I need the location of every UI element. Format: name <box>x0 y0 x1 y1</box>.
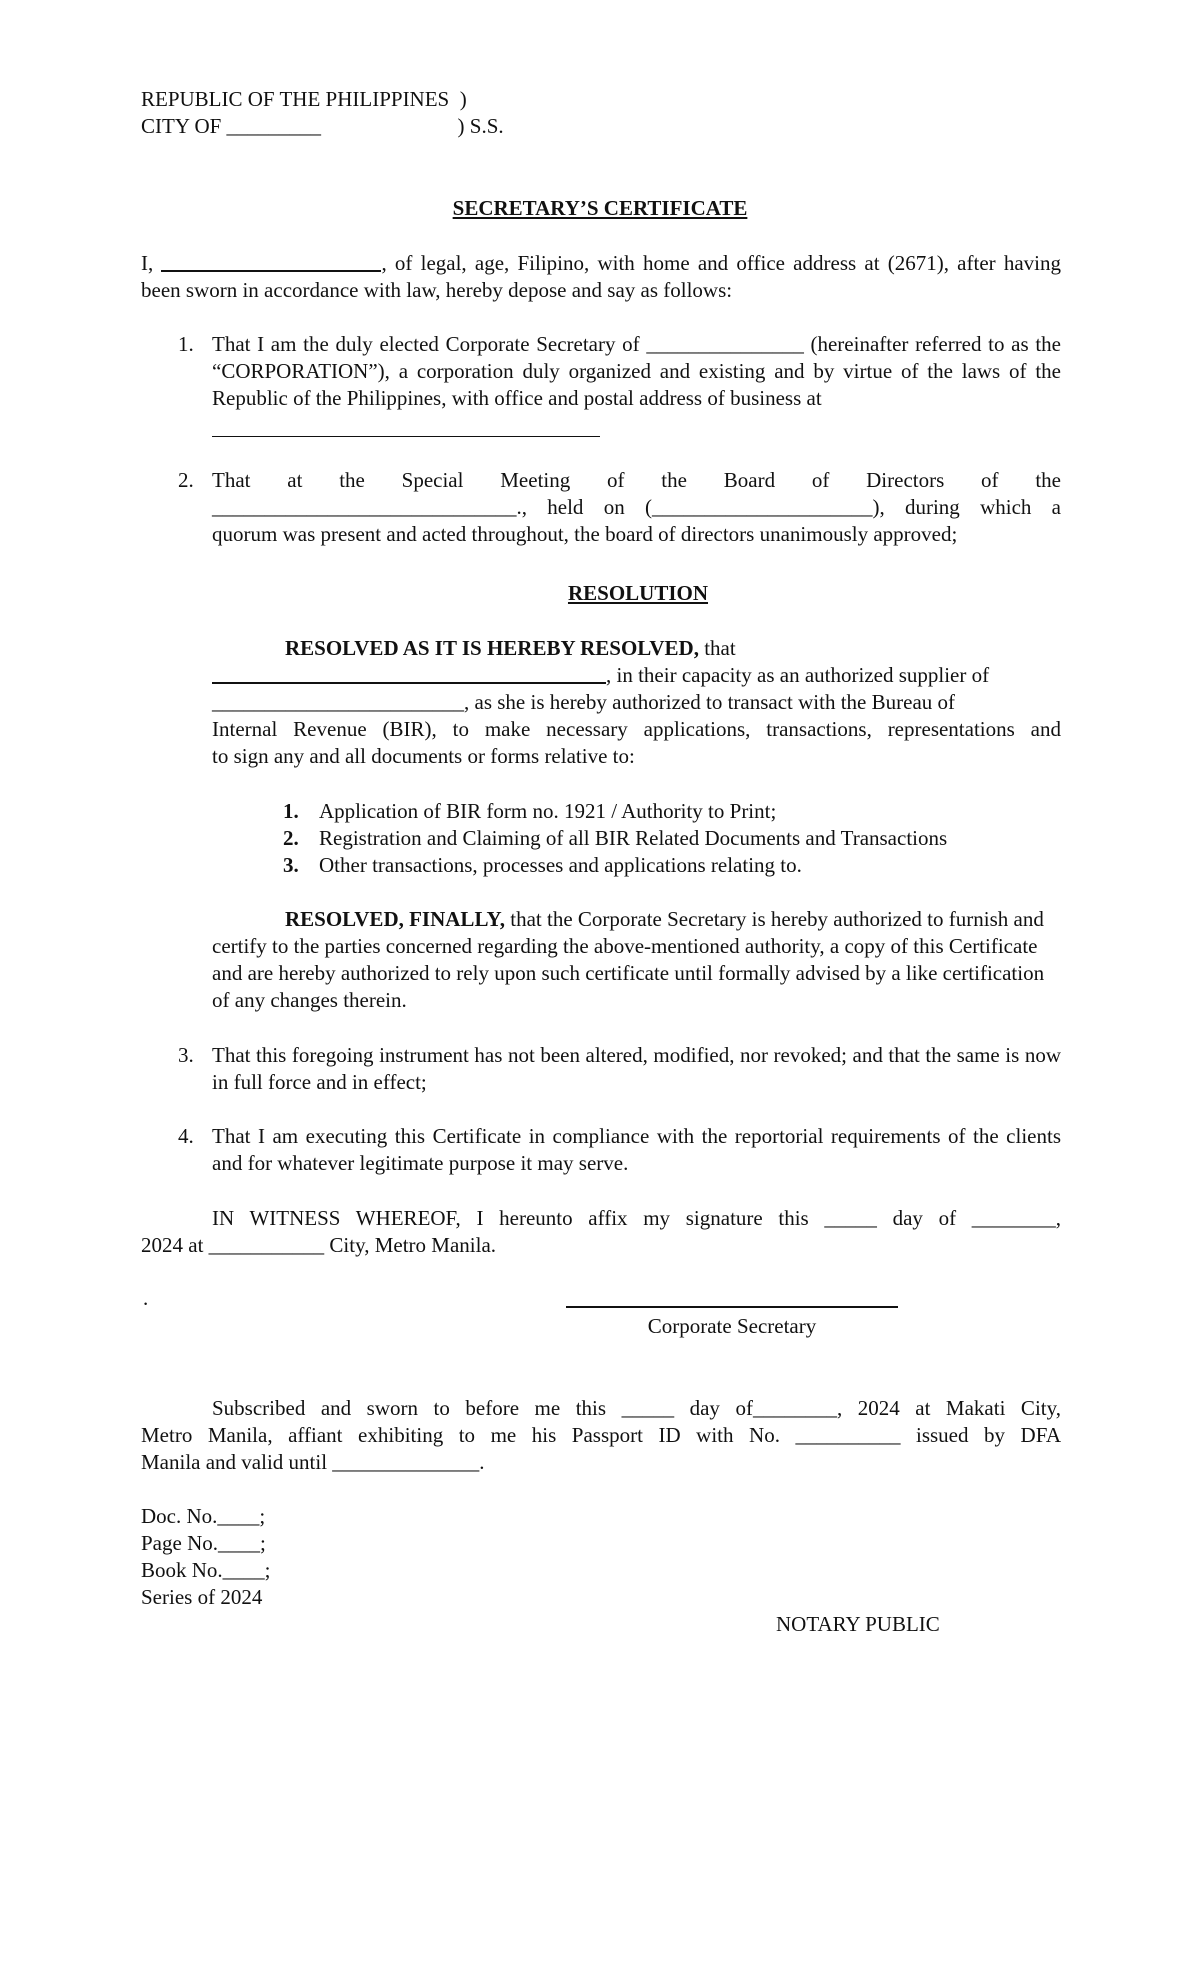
supplier-name-blank <box>212 664 606 684</box>
witness-line-2: 2024 at ___________ City, Metro Manila. <box>141 1233 497 1257</box>
republic-line: REPUBLIC OF THE PHILIPPINES ) <box>141 87 467 111</box>
book-number: Book No.____; <box>141 1558 271 1582</box>
resolved-finally-bold: RESOLVED, FINALLY, <box>285 907 506 931</box>
item-3-number: 3. <box>178 1043 194 1067</box>
item-4-text: That I am executing this Certificate in compliance with the reportorial requirements of the clients and for whatever legitimate purpose it may serve. <box>212 1124 1061 1175</box>
name-blank <box>161 252 381 272</box>
resolved-bold: RESOLVED AS IT IS HEREBY RESOLVED, <box>285 636 699 660</box>
intro-paragraph <box>141 250 1061 304</box>
resolved-that: that <box>698 636 736 660</box>
intro-i: I, <box>141 251 154 275</box>
address-blank <box>212 436 600 437</box>
jurat-line-1: Subscribed and sworn to before me this _____ day of________, 2024 at Makati City, <box>212 1396 1061 1420</box>
resolved-line-1 <box>285 635 736 662</box>
resolved-line-2-text: , in their capacity as an authorized supplier of <box>606 663 990 687</box>
resolved-line-5: to sign any and all documents or forms relative to: <box>212 744 635 768</box>
item-2-line-1: That at the Special Meeting of the Board of Directors of the <box>212 468 1061 492</box>
witness-line-1: IN WITNESS WHEREOF, I hereunto affix my signature this _____ day of ________, <box>212 1206 1061 1230</box>
resolved-finally-text: that the Corporate Secretary is hereby authorized to furnish and certify to the parties concerned regarding the above-mentioned authority, a copy of this Certificate and are hereby authorized to rely upon such certificate until formally advised by a like certification of any changes therein. <box>212 907 1045 1012</box>
series-year: Series of 2024 <box>141 1585 263 1609</box>
resolution-list-2-number: 2. <box>283 826 299 850</box>
resolved-line-2 <box>212 662 989 689</box>
city-line: CITY OF _________ ) S.S. <box>141 114 504 138</box>
item-4-number: 4. <box>178 1124 194 1148</box>
resolution-list-3-number: 3. <box>283 853 299 877</box>
resolved-line-3: ________________________, as she is hereby authorized to transact with the Bureau of <box>212 690 956 714</box>
intro-rest: , of legal, age, Filipino, with home and office address at (2671), after having been sworn in accordance with law, hereby depose and say as follows: <box>141 251 1061 302</box>
item-3-text: That this foregoing instrument has not been altered, modified, nor revoked; and that the same is now in full force and in effect; <box>212 1043 1061 1094</box>
resolution-list-1-text: Application of BIR form no. 1921 / Authority to Print; <box>319 799 777 823</box>
jurat-line-3: Manila and valid until ______________. <box>141 1450 485 1474</box>
page-title: SECRETARY’S CERTIFICATE <box>452 196 748 220</box>
page-number: Page No.____; <box>141 1531 266 1555</box>
doc-number: Doc. No.____; <box>141 1504 266 1528</box>
item-1-number: 1. <box>178 332 194 356</box>
signature-line <box>566 1306 898 1308</box>
resolved-finally-paragraph <box>212 906 1061 1014</box>
stray-dot: . <box>143 1286 149 1310</box>
item-2-line-3: quorum was present and acted throughout, the board of directors unanimously approved; <box>212 522 958 546</box>
resolution-list-1-number: 1. <box>283 799 299 823</box>
resolution-list-3-text: Other transactions, processes and applications relating to. <box>319 853 802 877</box>
resolved-line-4: Internal Revenue (BIR), to make necessary applications, transactions, representations and <box>212 717 1061 741</box>
resolution-list-2-text: Registration and Claiming of all BIR Related Documents and Transactions <box>319 826 948 850</box>
jurat-line-2: Metro Manila, affiant exhibiting to me his Passport ID with No. __________ issued by DFA <box>141 1423 1061 1447</box>
notary-public-label: NOTARY PUBLIC <box>776 1612 940 1636</box>
item-2-line-2: _____________________________., held on (_____________________), during which a <box>212 495 1061 519</box>
item-1-text: That I am the duly elected Corporate Secretary of _______________ (hereinafter referred to as the “CORPORATION”), a corporation duly organized and existing and by virtue of the laws of the Republic of the Philippines, with office and postal address of business at <box>212 332 1061 410</box>
item-2-number: 2. <box>178 468 194 492</box>
signature-label: Corporate Secretary <box>647 1314 817 1338</box>
resolution-heading: RESOLUTION <box>567 581 709 605</box>
